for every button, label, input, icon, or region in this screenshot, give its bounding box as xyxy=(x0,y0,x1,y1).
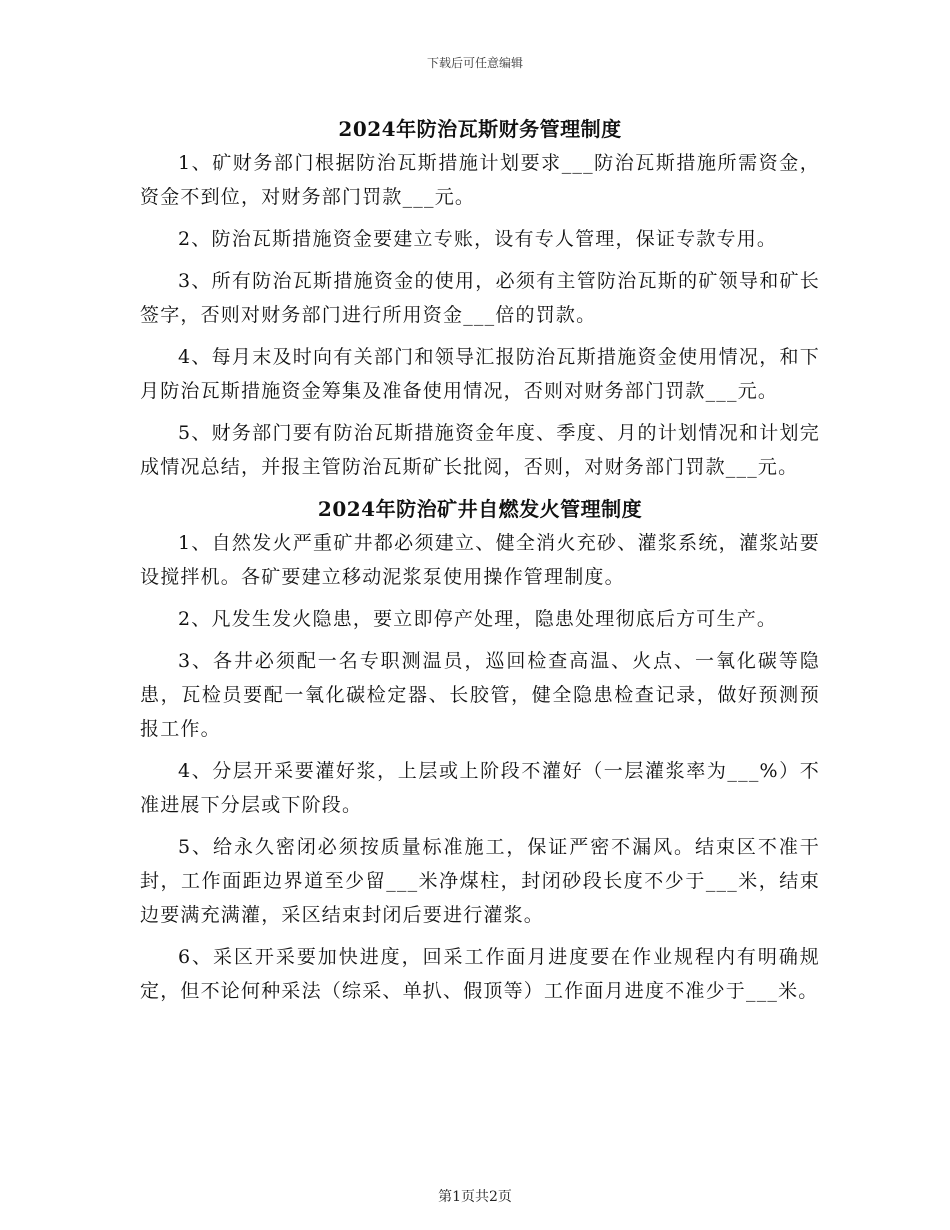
paragraph: 4、分层开采要灌好浆，上层或上阶段不灌好（一层灌浆率为___%）不准进展下分层或下阶段。 xyxy=(140,760,820,816)
page-header-note: 下载后可任意编辑 xyxy=(426,56,523,70)
section-title-gas-finance: 2024年防治瓦斯财务管理制度 xyxy=(338,117,622,141)
document-body xyxy=(140,112,820,1016)
paragraph: 1、自然发火严重矿井都必须建立、健全消火充砂、灌浆系统，灌浆站要设搅拌机。各矿要建立移动泥浆泵使用操作管理制度。 xyxy=(140,532,820,588)
paragraph: 6、采区开采要加快进度，回采工作面月进度要在作业规程内有明确规定，但不论何种采法（综采、单扒、假顶等）工作面月进度不准少于___米。 xyxy=(140,946,820,1002)
paragraph: 3、所有防治瓦斯措施资金的使用，必须有主管防治瓦斯的矿领导和矿长签字，否则对财务部门进行所用资金___倍的罚款。 xyxy=(140,270,820,326)
paragraph: 1、矿财务部门根据防治瓦斯措施计划要求___防治瓦斯措施所需资金，资金不到位，对财务部门罚款___元。 xyxy=(140,152,820,208)
section-title-spontaneous-combustion: 2024年防治矿井自燃发火管理制度 xyxy=(317,497,643,521)
paragraph: 5、给永久密闭必须按质量标准施工，保证严密不漏风。结束区不准干封，工作面距边界道至少留___米净煤柱，封闭砂段长度不少于___米，结束边要满充满灌，采区结束封闭后要进行灌浆。 xyxy=(140,836,820,926)
paragraph: 3、各井必须配一名专职测温员，巡回检查高温、火点、一氧化碳等隐患，瓦检员要配一氧化碳检定器、长胶管，健全隐患检查记录，做好预测预报工作。 xyxy=(140,650,820,740)
paragraph: 2、凡发生发火隐患，要立即停产处理，隐患处理彻底后方可生产。 xyxy=(178,608,778,630)
paragraph: 4、每月末及时向有关部门和领导汇报防治瓦斯措施资金使用情况，和下月防治瓦斯措施资金筹集及准备使用情况，否则对财务部门罚款___元。 xyxy=(140,346,820,402)
paragraph: 2、防治瓦斯措施资金要建立专账，设有专人管理，保证专款专用。 xyxy=(178,228,778,250)
page-number: 第1页共2页 xyxy=(438,1189,512,1205)
paragraph: 5、财务部门要有防治瓦斯措施资金年度、季度、月的计划情况和计划完成情况总结，并报主管防治瓦斯矿长批阅，否则，对财务部门罚款___元。 xyxy=(140,422,820,478)
